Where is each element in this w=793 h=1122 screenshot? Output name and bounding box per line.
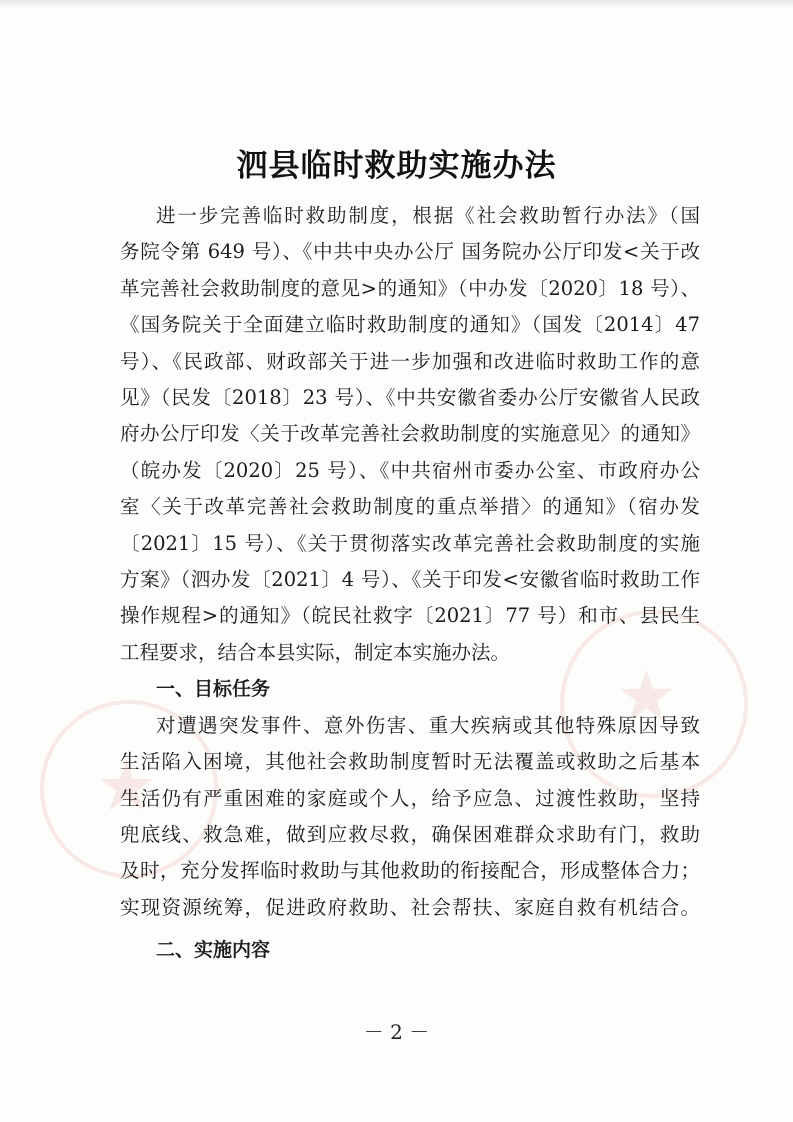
body-line: （皖办发〔2020〕25 号）、《中共宿州市委办公室、市政府办公: [120, 458, 700, 482]
body-line: 生活陷入困境，其他社会救助制度暂时无法覆盖或救助之后基本: [120, 750, 700, 774]
body-line: 方案》（泗办发〔2021〕4 号）、《关于印发<安徽省临时救助工作: [120, 568, 700, 592]
body-line: 操作规程>的通知》（皖民社救字〔2021〕77 号）和市、县民生: [120, 604, 700, 628]
body-line: 务院令第 649 号）、《中共中央办公厅 国务院办公厅印发<关于改: [120, 240, 700, 264]
body-line: 进一步完善临时救助制度，根据《社会救助暂行办法》（国: [156, 204, 700, 227]
body-line: 〔2021〕15 号）、《关于贯彻落实改革完善社会救助制度的实施: [120, 531, 700, 555]
body-line: 对遭遇突发事件、意外伤害、重大疾病或其他特殊原因导致: [156, 713, 700, 737]
body-line: 室〈关于改革完善社会救助制度的重点举措〉的通知》（宿办发: [120, 495, 700, 519]
section-heading-goals: 一、目标任务: [156, 678, 271, 701]
body-line: 革完善社会救助制度的意见>的通知》（中办发〔2020〕18 号）、: [120, 276, 700, 300]
document-body: [120, 198, 700, 969]
body-line: 兜底线、救急难，做到应救尽救，确保困难群众求助有门，救助: [120, 822, 700, 846]
scan-edge: [0, 0, 793, 8]
seal-star-icon: ★: [615, 655, 678, 737]
body-line: 生活仍有严重困难的家庭或个人，给予应急、过渡性救助，坚持: [120, 786, 700, 810]
body-line: 府办公厅印发〈关于改革完善社会救助制度的实施意见〉的通知》: [120, 422, 700, 446]
body-line: 号）、《民政部、财政部关于进一步加强和改进临时救助工作的意: [120, 349, 700, 373]
page-number: － 2 －: [363, 1020, 430, 1044]
body-line: 及时，充分发挥临时救助与其他救助的衔接配合，形成整体合力；: [120, 859, 700, 883]
body-line: 见》（民发〔2018〕23 号）、《中共安徽省委办公厅安徽省人民政: [120, 386, 700, 410]
document-title: 泗县临时救助实施办法: [236, 148, 557, 184]
body-line: 工程要求，结合本县实际，制定本实施办法。: [120, 640, 511, 664]
section-heading-content: 二、实施内容: [156, 939, 271, 962]
seal-star-icon: ★: [95, 745, 158, 827]
body-line: 实现资源统筹，促进政府救助、社会帮扶、家庭自救有机结合。: [120, 895, 700, 919]
body-line: 《国务院关于全面建立临时救助制度的通知》（国发〔2014〕47: [120, 313, 700, 337]
